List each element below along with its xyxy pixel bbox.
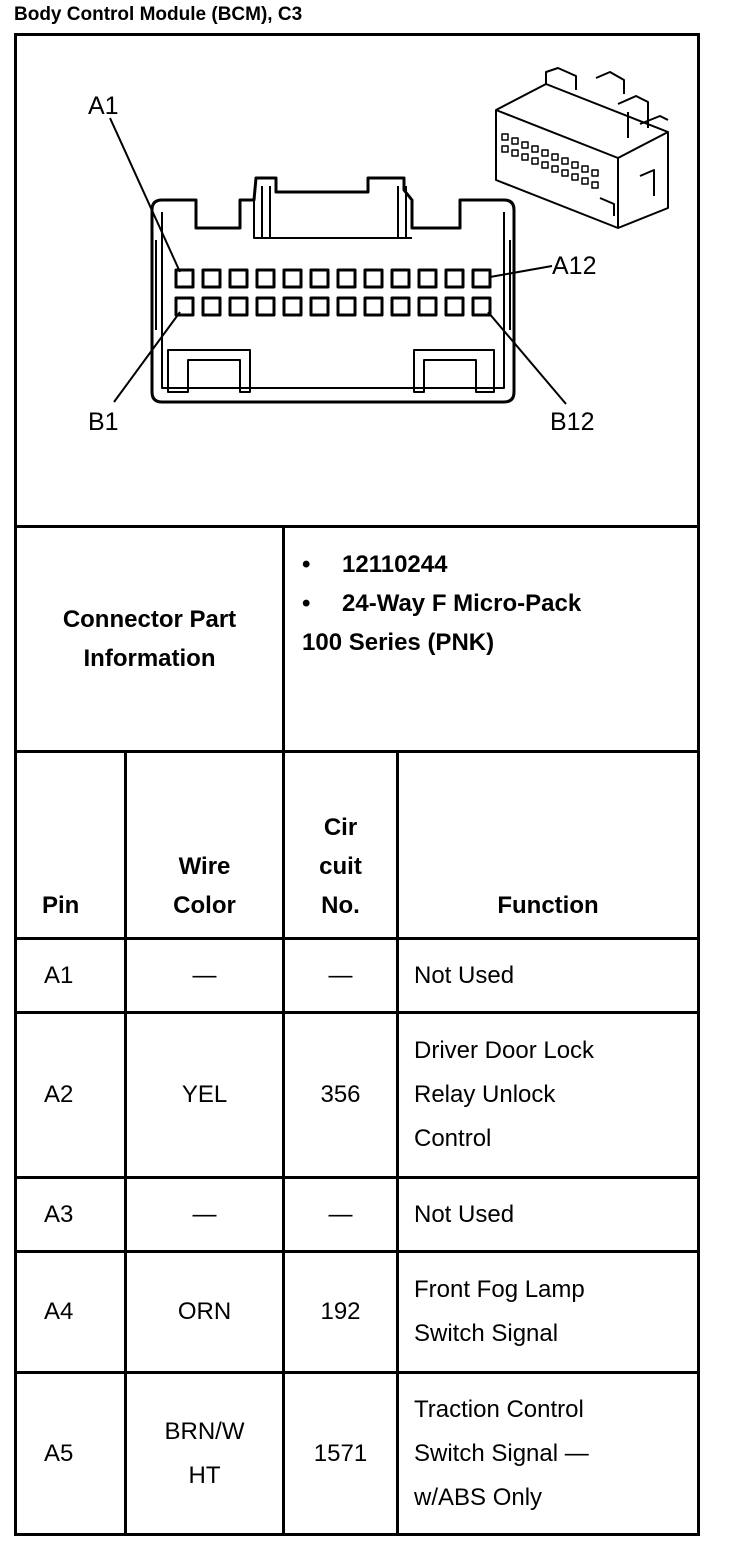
row-a1-function [414,940,694,1011]
row-a5-wire-color [127,1374,282,1533]
function-line: Switch Signal [414,1320,559,1347]
row-a1-pin [44,940,124,1011]
header-wire-color [127,753,282,925]
function-line: Relay Unlock [414,1081,556,1108]
pin-value: A4 [44,1298,74,1325]
function-line: Traction Control [414,1395,584,1423]
pin-value: A2 [44,1081,74,1108]
row-a2-circuit [285,1014,396,1176]
part-number: 12110244 [342,551,448,578]
bullet-icon: • [302,590,311,617]
connector-latch [254,186,412,238]
connector-thumbnail [496,68,668,228]
connector-housing-outline [152,178,514,402]
row-a2-pin [44,1014,124,1176]
header-function [399,753,697,925]
pin-value: A3 [44,1200,74,1228]
function-line: Front Fog Lamp [414,1276,585,1303]
header-circuit-line2: cuit [319,853,362,880]
leader-lines [110,118,566,404]
circuit-value: 356 [320,1081,361,1108]
row-a5-circuit [285,1374,396,1533]
part-info-label-line1: Connector Part [62,606,237,633]
header-pin [42,753,124,925]
header-pin-label: Pin [42,892,80,919]
label-a12: A12 [552,252,597,280]
function-line: w/ABS Only [414,1483,543,1511]
circuit-value: 192 [320,1298,361,1325]
row-a3-function [414,1179,694,1250]
function-line: Control [414,1125,492,1152]
pin-value: A5 [44,1439,74,1467]
row-a4-circuit [285,1253,396,1371]
part-info-values [302,545,692,662]
row-a1-wire-color [127,940,282,1011]
connector-diagram [17,36,697,526]
connector-key-right [414,350,494,392]
function-line: Not Used [414,1200,515,1228]
row-a5-pin [44,1374,124,1533]
pin-cavities-row-a [176,270,490,287]
row-a3-wire-color [127,1179,282,1250]
bullet-icon: • [302,551,311,578]
wire-color-value: ORN [177,1298,232,1325]
connector-key-left [168,350,250,392]
row-a1-circuit [285,940,396,1011]
pin-value: A1 [44,961,74,989]
row-a2-function [414,1014,694,1176]
row-a3-circuit [285,1179,396,1250]
header-wire-color-line1: Wire [178,853,231,880]
connector-type: 24-Way F Micro-Pack [342,590,582,617]
part-info-label [17,528,282,750]
wire-color-value: YEL [181,1081,228,1108]
row-a4-function [414,1253,694,1371]
circuit-value: — [328,1200,353,1228]
header-circuit [285,753,396,925]
connector-series: 100 Series (PNK) [302,629,495,656]
page-title: Body Control Module (BCM), C3 [14,4,303,25]
circuit-value: — [328,961,353,989]
rule-partinfo-divider [282,525,285,753]
wire-color-value: HT [188,1461,221,1489]
header-wire-color-line2: Color [173,892,236,919]
header-circuit-line1: Cir [323,814,358,841]
label-a1: A1 [88,92,119,120]
circuit-value: 1571 [313,1439,368,1467]
part-number-line [302,545,692,584]
function-line: Not Used [414,961,515,989]
label-b12: B12 [550,408,595,436]
row-a2-wire-color [127,1014,282,1176]
wire-color-value: — [192,1200,217,1228]
function-line: Switch Signal — [414,1439,589,1467]
wire-color-value: — [192,961,217,989]
label-b1: B1 [88,408,119,436]
connector-type-line [302,584,692,623]
row-a4-pin [44,1253,124,1371]
row-a4-wire-color [127,1253,282,1371]
wire-color-value: BRN/W [164,1417,245,1445]
header-circuit-line3: No. [321,892,360,919]
pin-cavities-row-b [176,298,490,315]
header-function-label: Function [497,892,599,919]
row-a3-pin [44,1179,124,1250]
function-line: Driver Door Lock [414,1037,595,1064]
row-a5-function [414,1374,694,1533]
part-info-label-line2: Information [83,645,216,672]
